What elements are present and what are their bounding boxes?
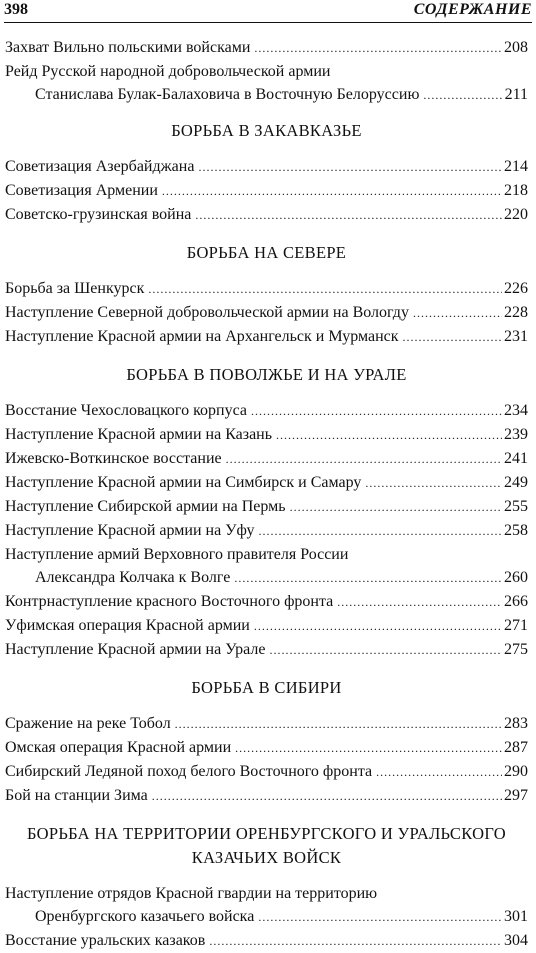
dot-leader [175, 712, 502, 736]
toc-entry-title-line1: Рейд Русской народной добровольческой армии [5, 63, 331, 80]
dot-leader [258, 905, 502, 929]
toc-entry-title: Сибирский Ледяной поход белого Восточного фронта [5, 763, 373, 780]
toc-entry[interactable] [5, 495, 528, 519]
toc-entry[interactable] [5, 760, 528, 784]
toc-entry-page: 231 [504, 328, 528, 345]
dot-leader [195, 203, 502, 227]
toc-entry[interactable] [5, 543, 528, 590]
dot-leader [376, 760, 502, 784]
toc-entry[interactable] [5, 60, 528, 107]
dot-leader [251, 399, 502, 423]
toc-entry-page: 220 [504, 206, 528, 223]
toc-entry-page: 297 [504, 787, 528, 804]
toc-entry-title: Наступление Красной армии на Казань [5, 426, 273, 443]
toc-entry-page: 271 [504, 617, 528, 634]
dot-leader [337, 590, 502, 614]
toc-entry-page: 266 [504, 593, 528, 610]
toc-entry-title: Ижевско-Воткинское восстание [5, 450, 222, 467]
toc-entry-title: Станислава Булак-Балаховича в Восточную Белоруссию [35, 86, 420, 103]
toc-entry-title: Восстание уральских казаков [5, 932, 206, 949]
toc-entry-title: Наступление Красной армии на Уфу [5, 522, 255, 539]
toc-entry-title: Советско-грузинская война [5, 206, 192, 223]
section-heading: БОРЬБА В ЗАКАВКАЗЬЕ [171, 121, 362, 140]
dot-leader [162, 179, 502, 203]
toc-entry[interactable] [5, 471, 528, 495]
toc-entry-page: 258 [504, 522, 528, 539]
toc-entry-title: Контрнаступление красного Восточного фронта [5, 593, 334, 610]
toc-entry-title: Наступление Сибирской армии на Пермь [5, 498, 286, 515]
toc-entry-title: Оренбургского казачьего войска [35, 908, 255, 925]
section-heading: БОРЬБА НА ТЕРРИТОРИИ ОРЕНБУРГСКОГО И УРАЛЬСКОГО [27, 824, 506, 843]
dot-leader [198, 155, 502, 179]
toc-entry[interactable] [5, 179, 528, 203]
toc-entry-title: Советизация Армении [5, 182, 158, 199]
toc-entry-page: 304 [504, 932, 528, 949]
toc-entry-page: 249 [504, 474, 528, 491]
toc-entry-title: Восстание Чехословацкого корпуса [5, 402, 248, 419]
toc-entry-title: Наступление Красной армии на Урале [5, 641, 266, 658]
toc-entry[interactable] [5, 155, 528, 179]
toc-entry[interactable] [5, 36, 528, 60]
page-number: 398 [4, 1, 28, 18]
toc-entry-page: 211 [504, 86, 528, 103]
toc-entry[interactable] [5, 614, 528, 638]
toc-entry-page: 290 [504, 763, 528, 780]
toc-entry-title: Александра Колчака к Волге [35, 569, 231, 586]
toc-entry[interactable] [5, 712, 528, 736]
toc-entry-page: 214 [504, 158, 528, 175]
toc-entry[interactable] [5, 399, 528, 423]
toc-entry-page: 239 [504, 426, 528, 443]
toc-entry[interactable] [5, 447, 528, 471]
toc-entry[interactable] [5, 590, 528, 614]
toc-entry-title: Наступление Северной добровольческой армии на Вологду [5, 304, 409, 321]
toc-entry-page: 260 [504, 569, 528, 586]
toc-entry[interactable] [5, 301, 528, 325]
toc-entry[interactable] [5, 882, 528, 929]
dot-leader [423, 83, 502, 107]
toc-entry-page: 301 [504, 908, 528, 925]
section-heading: БОРЬБА В ПОВОЛЖЬЕ И НА УРАЛЕ [126, 365, 407, 384]
toc-entry-title: Сражение на реке Тобол [5, 715, 171, 732]
toc-entry-title: Уфимская операция Красной армии [5, 617, 250, 634]
toc-entry-title: Борьба за Шенкурск [5, 280, 145, 297]
section-heading: БОРЬБА НА СЕВЕРЕ [186, 243, 347, 262]
toc-entry[interactable] [5, 277, 528, 301]
toc-entry-title: Наступление Красной армии на Симбирск и Самару [5, 474, 362, 491]
toc-content [5, 36, 528, 953]
toc-entry-page: 228 [504, 304, 528, 321]
toc-entry-title: Захват Вильно польскими войсками [5, 39, 251, 56]
running-header [4, 0, 532, 23]
dot-leader [276, 423, 502, 447]
running-title: СОДЕРЖАНИЕ [413, 1, 532, 18]
toc-entry[interactable] [5, 423, 528, 447]
toc-entry[interactable] [5, 929, 528, 953]
toc-entry-page: 234 [504, 402, 528, 419]
section-heading: БОРЬБА В СИБИРИ [191, 678, 342, 697]
toc-entry-page: 208 [504, 39, 528, 56]
dot-leader [258, 519, 502, 543]
dot-leader [269, 638, 502, 662]
toc-entry[interactable] [5, 325, 528, 349]
dot-leader [209, 929, 502, 953]
toc-entry-title-line1: Наступление армий Верховного правителя России [5, 546, 349, 563]
toc-entry[interactable] [5, 203, 528, 227]
toc-entry-page: 255 [504, 498, 528, 515]
section-heading-line2: КАЗАЧЬИХ ВОЙСК [191, 848, 342, 867]
dot-leader [235, 736, 502, 760]
toc-entry-title: Омская операция Красной армии [5, 739, 232, 756]
toc-entry-title: Наступление Красной армии на Архангельск и Мурманск [5, 328, 399, 345]
toc-entry[interactable] [5, 638, 528, 662]
dot-leader [148, 277, 502, 301]
dot-leader [254, 614, 502, 638]
toc-entry-title: Бой на станции Зима [5, 787, 148, 804]
dot-leader [403, 325, 502, 349]
toc-entry[interactable] [5, 736, 528, 760]
toc-entry-title: Советизация Азербайджана [5, 158, 195, 175]
toc-entry-page: 241 [504, 450, 528, 467]
dot-leader [290, 495, 502, 519]
dot-leader [254, 36, 502, 60]
dot-leader [413, 301, 502, 325]
dot-leader [152, 784, 502, 808]
toc-entry[interactable] [5, 784, 528, 808]
dot-leader [365, 471, 502, 495]
toc-entry-page: 226 [504, 280, 528, 297]
toc-entry-page: 275 [504, 641, 528, 658]
toc-entry-title-line1: Наступление отрядов Красной гвардии на территорию [5, 885, 378, 902]
dot-leader [226, 447, 502, 471]
toc-entry[interactable] [5, 519, 528, 543]
toc-entry-page: 218 [504, 182, 528, 199]
toc-entry-page: 287 [504, 739, 528, 756]
dot-leader [234, 566, 502, 590]
toc-entry-page: 283 [504, 715, 528, 732]
